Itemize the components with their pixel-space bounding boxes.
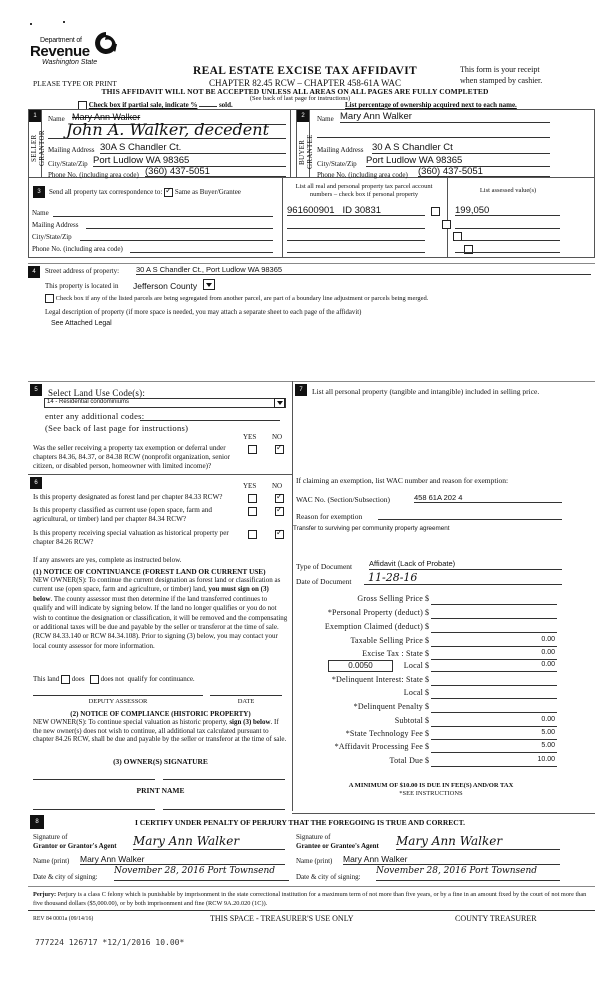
exemption-no-checkbox[interactable]	[275, 445, 284, 454]
certify-statement: I CERTIFY UNDER PENALTY OF PERJURY THAT THE FOREGOING IS TRUE AND CORRECT.	[134, 818, 465, 827]
stray-mark	[63, 21, 65, 23]
grantor-sig-label-2: Grantor or Grantor's Agent	[33, 842, 117, 850]
does-not-label: does not	[100, 675, 125, 684]
exemption-question-text: Was the seller receiving a property tax exemption or deferral under chapters 84.36, 84.37, or 84.38 RCW (nonprofit organization, senior citizen, or disabled person, homeowner with limited income)?	[33, 444, 230, 470]
minimum-due-note: A MINIMUM OF $10.00 IS DUE IN FEE(S) AND/OR TAX	[348, 782, 514, 789]
land-use-dropdown-button[interactable]	[274, 398, 285, 408]
grantee-label: GRANTEE	[306, 134, 314, 170]
correspondence-name-field[interactable]	[53, 216, 273, 217]
delinquent-penalty-field[interactable]	[431, 702, 557, 713]
amount-row	[296, 636, 566, 648]
owner-signature-line-1[interactable]	[33, 779, 155, 780]
section-number-5: 5	[30, 384, 42, 396]
notice-continuance-text-b: . The county assessor must then determine if the land transferred continues to qualify and will indicate by signing below. If the land no longer qualifies or you do not wish to continue the designation or classification, it will be removed and the compensating or additional taxes will be due and payable by the seller or transferor at the time of sale. (RCW 84.33.140 or RCW 84.34.108). Prior to signing (3) below, you may contact your local county assessor for more information.	[33, 594, 288, 650]
grantee-date-field[interactable]: November 28, 2016 Port Townsend	[376, 866, 560, 881]
print-name-line-1[interactable]	[33, 809, 155, 810]
grantee-name-label: Name (print)	[296, 857, 333, 865]
grantor-sig-label-1: Signature of	[33, 833, 68, 841]
owner-signature-line-2[interactable]	[163, 779, 285, 780]
section-number-1: 1	[29, 110, 41, 122]
dollar-sign: $	[425, 622, 429, 631]
state-technology-fee-field[interactable]: 5.00	[431, 729, 557, 740]
this-land-row	[33, 675, 195, 684]
amount-row	[296, 742, 566, 754]
seller-label: SELLER	[30, 134, 38, 162]
seller-phone-label: Phone No. (including area code)	[48, 171, 139, 179]
reason-label: Reason for exemption	[296, 512, 363, 521]
excise-tax-state-field[interactable]: 0.00	[431, 649, 557, 660]
dollar-sign: $	[425, 675, 429, 684]
parcel-row-1[interactable]: 961600901 ID 30831	[287, 205, 425, 216]
section-number-7: 7	[295, 384, 307, 396]
seller-city-field[interactable]: Port Ludlow WA 98365	[93, 155, 286, 167]
print-name-label: PRINT NAME	[136, 786, 185, 795]
delinquent-interest-state-field[interactable]	[431, 675, 557, 686]
seller-name-label: Name	[48, 115, 65, 123]
parcel-row-4[interactable]	[287, 252, 425, 253]
dollar-sign: $	[425, 649, 429, 658]
assessed-header: List assessed value(s)	[479, 187, 537, 194]
taxable-selling-price-field[interactable]: 0.00	[431, 636, 557, 647]
forest-no-checkbox[interactable]	[275, 494, 284, 503]
ownership-note: List percentage of ownership acquired next to each name.	[345, 101, 517, 109]
logo-line-2: Revenue	[30, 43, 90, 60]
personal-property-checkbox-2[interactable]	[442, 220, 451, 229]
segregated-checkbox[interactable]	[45, 294, 54, 303]
reason-field[interactable]: Transfer to surviving per community property agreement	[293, 525, 450, 532]
grantee-signature-field[interactable]: Mary Ann Walker	[396, 834, 560, 850]
seller-grantor-label	[30, 126, 46, 170]
buyer-grantee-label	[298, 130, 314, 174]
historical-question	[33, 529, 288, 547]
grantee-sig-label-2: Grantee or Grantee's Agent	[296, 842, 379, 850]
exemption-claim-label: If claiming an exemption, list WAC number and reason for exemption:	[296, 476, 509, 485]
does-checkbox[interactable]	[61, 675, 70, 684]
section-number-2: 2	[297, 110, 309, 122]
partial-sale-percent-field[interactable]	[199, 106, 217, 107]
section-number-8: 8	[30, 815, 44, 829]
amount-label: Exemption Claimed (deduct)	[324, 622, 423, 631]
does-label: does	[71, 675, 85, 684]
amount-row	[296, 702, 566, 714]
amount-row	[296, 688, 566, 700]
date-label: DATE	[237, 698, 255, 705]
amount-label: *Delinquent Interest: State	[331, 675, 423, 684]
dollar-sign: $	[425, 742, 429, 751]
notice-compliance-body	[33, 718, 288, 744]
additional-codes-label: enter any additional codes:	[45, 411, 145, 421]
form-number: REV 84 0001a (09/14/16)	[33, 916, 94, 922]
please-type: PLEASE TYPE OR PRINT	[33, 79, 117, 88]
notice-compliance-text-a: NEW OWNER(S): To continue special valuation as historic property,	[33, 718, 228, 726]
amount-label: Total Due	[389, 756, 423, 765]
partial-sale-sold: sold.	[218, 101, 233, 110]
seller-name-struck: Mary Ann Walker	[72, 112, 141, 122]
dollar-sign: $	[425, 661, 429, 670]
deputy-assessor-label: DEPUTY ASSESSOR	[88, 698, 148, 705]
located-in-label: This property is located in	[45, 282, 119, 290]
buyer-phone-field[interactable]: (360) 437-5051	[418, 166, 550, 177]
chapter-ref: CHAPTER 82.45 RCW – CHAPTER 458-61A WAC	[209, 78, 401, 88]
warning-text: THIS AFFIDAVIT WILL NOT BE ACCEPTED UNLESS ALL AREAS ON ALL PAGES ARE FULLY COMPLETED	[101, 87, 489, 96]
parcel-header: List all real and personal property tax parcel account numbers – check box if personal property	[295, 183, 433, 198]
same-as-buyer-label: Same as Buyer/Grantee	[174, 188, 241, 197]
assessed-row-3[interactable]	[455, 240, 560, 241]
buyer-name-field[interactable]: Mary Ann Walker	[340, 111, 550, 123]
buyer-city-field[interactable]: Port Ludlow WA 98365	[366, 155, 550, 167]
dollar-sign: $	[425, 756, 429, 765]
exemption-claimed-field[interactable]	[431, 622, 557, 633]
current-use-no-checkbox[interactable]	[275, 507, 284, 516]
subtotal-field[interactable]: 0.00	[431, 716, 557, 727]
county-treasurer-label: COUNTY TREASURER	[455, 914, 537, 923]
forest-land-question	[33, 493, 288, 502]
print-name-line-2[interactable]	[163, 809, 285, 810]
grantor-date-label: Date & city of signing:	[33, 873, 98, 881]
wac-label: WAC No. (Section/Subsection)	[296, 495, 390, 504]
amount-row	[296, 594, 566, 606]
amount-label: *Personal Property (deduct)	[327, 608, 423, 617]
county-select[interactable]: Jefferson County	[133, 281, 198, 291]
dor-swirl-logo-icon	[93, 30, 119, 56]
amount-row	[296, 729, 566, 741]
partial-sale-label: Check box if partial sale, indicate %	[88, 101, 198, 110]
dollar-sign: $	[425, 688, 429, 697]
see-back-instructions: (See back of last page for instructions)	[45, 423, 189, 433]
correspondence-phone-field[interactable]	[130, 252, 273, 253]
amount-label: Local	[403, 688, 423, 697]
correspondence-mailing-field[interactable]	[86, 228, 273, 229]
divider	[296, 110, 297, 177]
seller-mailing-label: Mailing Address	[48, 146, 95, 154]
section-number-3: 3	[33, 186, 45, 198]
notice-compliance-bold: sign (3) below	[229, 718, 271, 726]
yes-header-6: YES	[243, 482, 257, 490]
this-land-label: This land	[33, 675, 60, 684]
divider	[28, 381, 595, 382]
current-use-yes-checkbox[interactable]	[248, 507, 257, 516]
yes-header-5: YES	[243, 433, 257, 441]
grantor-name-label: Name (print)	[33, 857, 70, 865]
grantor-label: GRANTOR	[38, 130, 46, 166]
same-as-buyer-checkbox[interactable]	[164, 188, 173, 197]
amount-label: Taxable Selling Price	[350, 636, 423, 645]
legal-description-field[interactable]: See Attached Legal	[51, 320, 112, 327]
buyer-mailing-label: Mailing Address	[317, 146, 364, 154]
seller-name-handwritten[interactable]: John A. Walker, decedent	[66, 120, 269, 139]
logo-line-3: Washington State	[42, 59, 98, 66]
current-use-question	[33, 506, 288, 524]
dollar-sign: $	[425, 594, 429, 603]
see-back-note: (See back of last page for instructions)	[249, 95, 351, 102]
perjury-label: Perjury:	[33, 891, 57, 898]
chevron-down-icon	[206, 283, 212, 287]
dollar-sign: $	[425, 716, 429, 725]
notice-continuance-title: (1) NOTICE OF CONTINUANCE (FOREST LAND OR CURRENT USE)	[33, 567, 266, 576]
buyer-label: BUYER	[298, 139, 306, 165]
wac-field[interactable]: 458 61A 202 4	[414, 493, 562, 503]
does-not-checkbox[interactable]	[90, 675, 99, 684]
exemption-yes-checkbox[interactable]	[248, 445, 257, 454]
notice-compliance-title: (2) NOTICE OF COMPLIANCE (HISTORIC PROPERTY)	[70, 710, 251, 718]
send-correspondence-row	[49, 188, 241, 197]
land-use-label: Select Land Use Code(s):	[48, 388, 146, 398]
cashier-stamp: 777224 126717 *12/1/2016 10.00*	[35, 938, 185, 947]
seller-phone-field[interactable]: (360) 437-5051	[145, 166, 286, 177]
amount-label: *Affidavit Processing Fee	[334, 742, 423, 751]
parcel-row-3[interactable]	[287, 240, 425, 241]
affidavit-processing-fee-field[interactable]: 5.00	[431, 742, 557, 753]
amount-label: Gross Selling Price	[357, 594, 423, 603]
notice-continuance-body	[33, 576, 288, 651]
divider	[28, 474, 292, 475]
notice-continuance-text-a: NEW OWNER(S): To continue the current designation as forest land or classification as current use (open space, farm and agriculture, or timber) land,	[33, 576, 281, 594]
doc-date-field[interactable]: 11-28-16	[364, 571, 562, 585]
county-dropdown-button[interactable]	[203, 279, 215, 290]
dor-logo	[30, 30, 125, 66]
amount-row	[296, 675, 566, 687]
total-due-field[interactable]: 10.00	[431, 756, 557, 767]
section-number-4: 4	[28, 266, 40, 278]
dollar-sign: $	[425, 608, 429, 617]
grantee-name-field[interactable]: Mary Ann Walker	[343, 854, 560, 865]
doc-type-label: Type of Document	[296, 562, 353, 571]
grantee-date-label: Date & city of signing:	[296, 873, 361, 881]
buyer-mailing-field[interactable]: 30 A S Chandler Ct	[372, 142, 550, 154]
receipt-note-2: when stamped by cashier.	[460, 76, 543, 85]
divider	[290, 109, 291, 177]
logo-line-1: Department of	[40, 37, 82, 44]
grantee-sig-label-1: Signature of	[296, 833, 331, 841]
stray-mark	[30, 23, 32, 25]
deputy-assessor-signature-line[interactable]	[33, 695, 203, 696]
forest-yes-checkbox[interactable]	[248, 494, 257, 503]
personal-property-label: List all personal property (tangible and intangible) included in selling price.	[312, 387, 540, 396]
divider	[282, 178, 283, 258]
receipt-note-1: This form is your receipt	[460, 65, 540, 74]
divider	[28, 910, 595, 911]
additional-codes-field[interactable]	[140, 420, 280, 421]
treasurer-use-label: THIS SPACE - TREASURER'S USE ONLY	[210, 914, 354, 923]
parcel-row-2[interactable]	[287, 228, 425, 229]
perjury-text: Perjury is a class C felony which is punishable by imprisonment in the state correctional institution for a maximum term of not more than five years, or by a fine in an amount fixed by the court of not more than five thousand dollars ($5,000.00), or by both imprisonment and fine (RCW 9A.20.020 (1C)).	[33, 891, 587, 907]
seller-name-line-2	[48, 138, 286, 139]
correspondence-mailing-label: Mailing Address	[32, 221, 79, 229]
divider	[292, 813, 595, 814]
exemption-question	[33, 444, 288, 471]
amount-row	[296, 608, 566, 620]
personal-property-checkbox-1[interactable]	[431, 207, 440, 216]
form-title: REAL ESTATE EXCISE TAX AFFIDAVIT	[193, 65, 417, 77]
seller-city-label: City/State/Zip	[48, 160, 88, 168]
doc-date-label: Date of Document	[296, 577, 352, 586]
local-rate-field[interactable]: 0.0050	[328, 660, 393, 672]
correspondence-name-label: Name	[32, 209, 49, 217]
historical-no-checkbox[interactable]	[275, 530, 284, 539]
delinquent-interest-local-field[interactable]	[431, 688, 557, 699]
land-use-selected: 14 - Residential condominiums	[47, 399, 130, 405]
segregated-row	[45, 294, 428, 303]
forest-land-question-text: Is this property designated as forest land per chapter 84.33 RCW?	[33, 493, 223, 501]
see-instructions-note: *SEE INSTRUCTIONS	[399, 790, 463, 797]
street-address-label: Street address of property:	[45, 267, 120, 275]
land-use-select[interactable]	[44, 398, 286, 408]
no-header-5: NO	[272, 433, 283, 441]
amount-row	[296, 622, 566, 634]
grantor-name-field[interactable]: Mary Ann Walker	[80, 854, 285, 865]
reason-line	[378, 519, 562, 520]
amount-label: Local	[403, 661, 423, 670]
correspondence-phone-label: Phone No. (including area code)	[32, 245, 123, 253]
perjury-notice	[33, 891, 593, 908]
amount-label: Subtotal	[394, 716, 423, 725]
send-correspondence-label: Send all property tax correspondence to:	[49, 188, 163, 197]
correspondence-city-field[interactable]	[80, 240, 273, 241]
street-address-field[interactable]: 30 A S Chandler Ct., Port Ludlow WA 98365	[136, 265, 591, 275]
doc-type-field[interactable]: Affidavit (Lack of Probate)	[369, 559, 562, 570]
chevron-down-icon	[277, 401, 283, 405]
grantor-signature-field[interactable]: Mary Ann Walker	[133, 834, 285, 850]
gross-selling-price-field[interactable]	[431, 594, 557, 605]
assessor-date-line[interactable]	[210, 695, 282, 696]
seller-mailing-field[interactable]: 30A S Chandler Ct.	[100, 142, 286, 154]
amount-row	[296, 756, 566, 768]
assessed-row-2[interactable]	[455, 228, 560, 229]
qualify-label: qualify for continuance.	[127, 675, 195, 684]
notice-continuance-bold: you must sign on (3) below	[33, 585, 269, 603]
historical-question-text: Is this property receiving special valuation as historical property per chapter 84.26 RCW?	[33, 529, 229, 546]
owner-signature-title: (3) OWNER(S) SIGNATURE	[113, 757, 208, 766]
amount-row	[296, 716, 566, 728]
dollar-sign: $	[425, 702, 429, 711]
correspondence-city-label: City/State/Zip	[32, 233, 72, 241]
personal-property-deduct-field[interactable]	[431, 608, 557, 619]
dollar-sign: $	[425, 729, 429, 738]
legal-description-label: Legal description of property (if more space is needed, you may attach a separate sheet to each page of the affidavit)	[45, 309, 362, 316]
buyer-name-line-2	[317, 137, 550, 138]
assessed-row-4[interactable]	[455, 252, 560, 253]
if-yes-instruction: If any answers are yes, complete as instructed below.	[33, 556, 182, 564]
amount-row	[296, 661, 566, 673]
grantor-date-field[interactable]: November 28, 2016 Port Townsend	[114, 866, 289, 881]
current-use-question-text: Is this property classified as current use (open space, farm and agricultural, or timber) land per chapter 84.34 RCW?	[33, 506, 213, 523]
section-number-6: 6	[30, 477, 42, 489]
historical-yes-checkbox[interactable]	[248, 530, 257, 539]
no-header-6: NO	[272, 482, 283, 490]
dollar-sign: $	[425, 636, 429, 645]
buyer-city-label: City/State/Zip	[317, 160, 357, 168]
buyer-name-label: Name	[317, 115, 334, 123]
segregated-label: Check box if any of the listed parcels are being segregated from another parcel, are part of a boundary line adjustment or parcels being merged.	[55, 294, 429, 302]
divider	[28, 886, 595, 887]
buyer-phone-label: Phone No. (including area code)	[317, 171, 408, 179]
excise-tax-local-field[interactable]: 0.00	[431, 661, 557, 672]
assessed-row-1[interactable]: 199,050	[455, 205, 560, 216]
divider	[292, 381, 293, 811]
amount-label: Excise Tax : State	[362, 649, 423, 658]
notice-compliance-text-b: . If the new owner(s) does not wish to continue, all additional tax calculated pursuant to chapter 84.26 RCW, shall be due and payable by the seller or transferor at the time of sale.	[33, 718, 287, 743]
amount-label: *Delinquent Penalty	[353, 702, 423, 711]
amount-label: *State Technology Fee	[345, 729, 423, 738]
divider	[28, 263, 595, 264]
